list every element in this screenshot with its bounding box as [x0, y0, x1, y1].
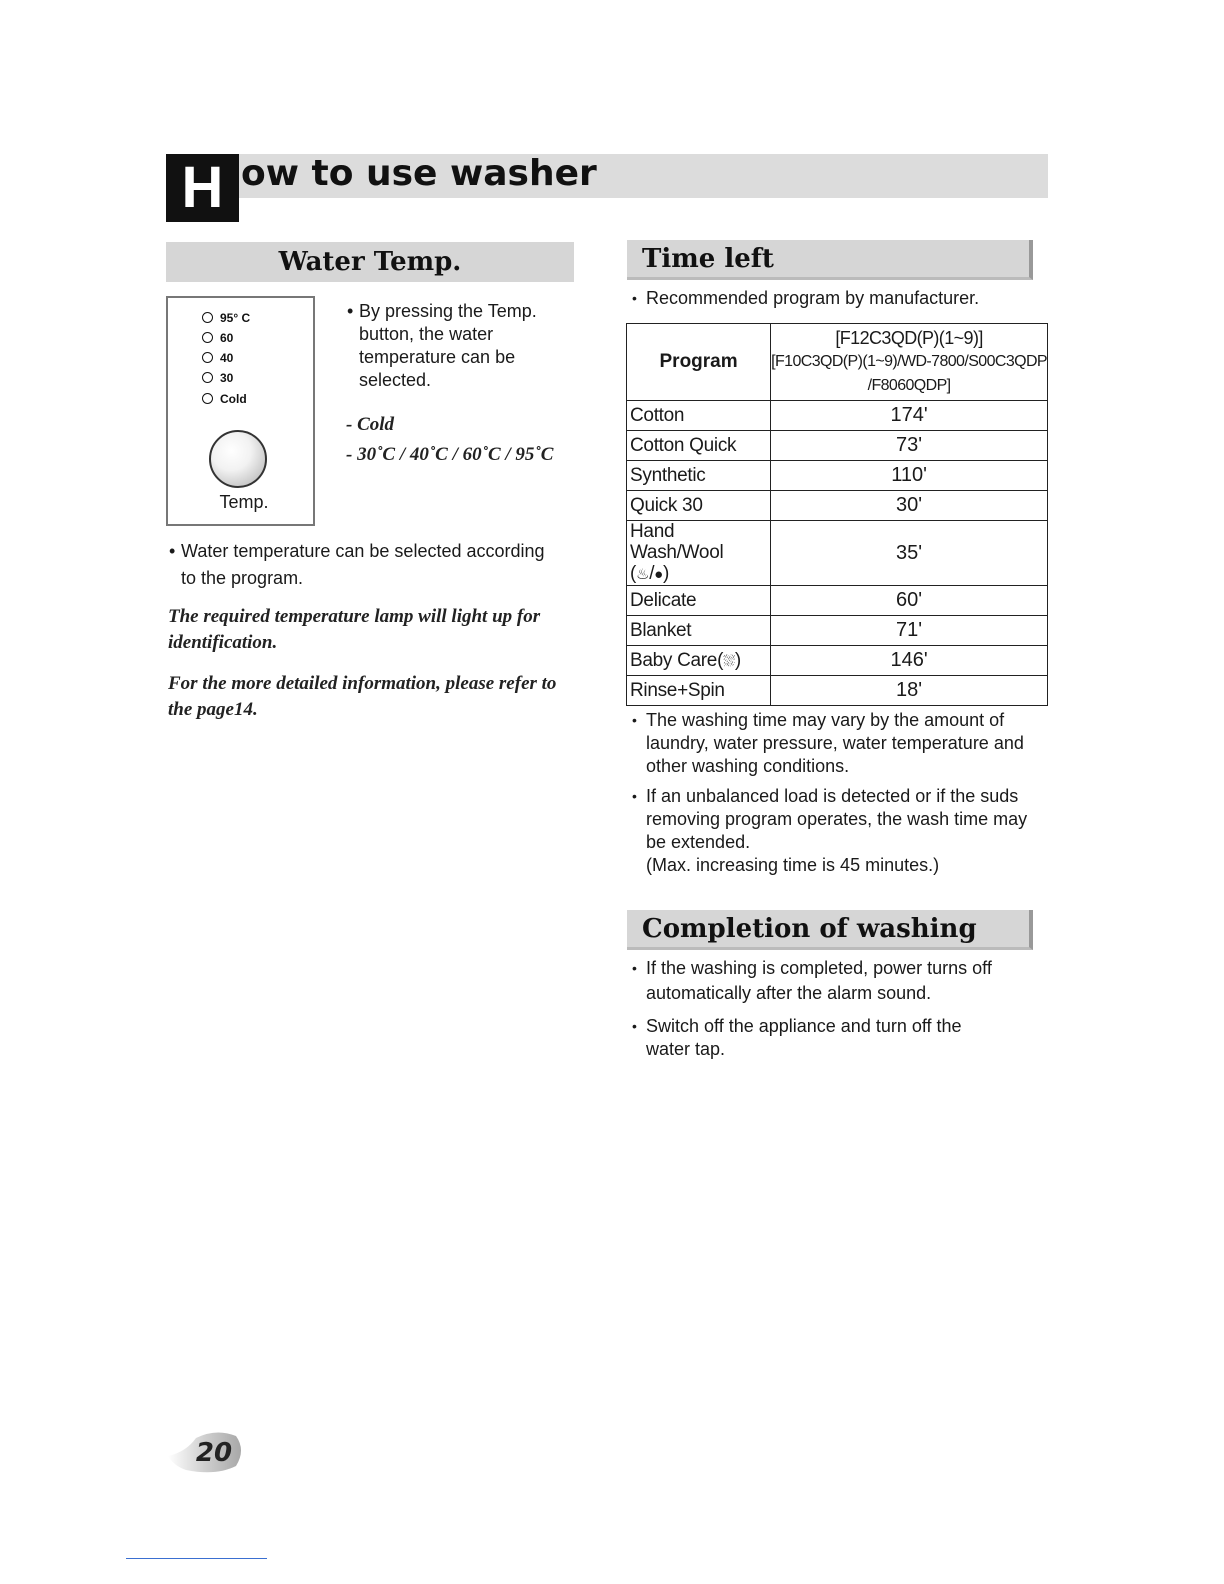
water-temp-note-1 — [168, 604, 578, 656]
text-line: automatically after the alarm sound. — [646, 983, 932, 1003]
table-row — [627, 646, 1048, 676]
lamp-icon — [202, 372, 213, 383]
program-time-table — [626, 323, 1048, 706]
header-initial-letter: H — [166, 154, 239, 222]
table-row — [627, 676, 1048, 706]
section-title-water-temp: Water Temp. — [166, 242, 574, 282]
temp-option-degrees-text: - 30˚C / 40˚C / 60˚C / 95˚C — [346, 444, 554, 465]
water-temp-note-2 — [168, 671, 578, 723]
program-time: 73' — [771, 431, 1048, 461]
hand-wash-icon: ♨ — [636, 566, 650, 583]
time-left-note-2: • If an unbalanced load is detected or if the suds removing program operates, the wash time may be extended. (Max. increasing time is 45 minutes.) — [632, 785, 1047, 877]
program-name: Quick 30 — [627, 491, 771, 521]
table-header-models — [771, 324, 1048, 401]
bottom-divider — [126, 1558, 267, 1559]
text-line: water tap. — [646, 1039, 726, 1059]
temp-knob-icon — [209, 430, 267, 488]
text-line: laundry, water pressure, water temperature and — [646, 733, 1024, 753]
temp-option-cold-text: - Cold — [346, 414, 395, 435]
temp-option-label: 95° C — [220, 311, 251, 325]
program-name: Blanket — [627, 616, 771, 646]
program-time: 110' — [771, 461, 1048, 491]
text-line: other washing conditions. — [646, 756, 850, 776]
text-line: the page14. — [168, 699, 258, 720]
lamp-icon — [202, 332, 213, 343]
program-icons: (♨/●) — [630, 563, 669, 584]
model-line: /F8060QDP] — [867, 377, 951, 394]
table-row — [627, 461, 1048, 491]
table-row — [627, 491, 1048, 521]
temp-knob-label: Temp. — [219, 492, 269, 512]
temp-option-label: 40 — [220, 351, 234, 365]
program-name: Delicate — [627, 586, 771, 616]
program-name: Cotton Quick — [627, 431, 771, 461]
program-time: 60' — [771, 586, 1048, 616]
water-temp-bullet-2: • Water temperature can be selected according to the program. — [169, 538, 579, 592]
time-left-intro: • Recommended program by manufacturer. — [632, 288, 980, 308]
completion-note-1: • If the washing is completed, power turns off automatically after the alarm sound. — [632, 956, 1047, 1006]
text-line: The required temperature lamp will light up for — [168, 606, 541, 627]
paren-open: ( — [630, 563, 637, 584]
time-left-note-1: • The washing time may vary by the amount of laundry, water pressure, water temperature and other washing conditions. — [632, 709, 1047, 778]
text-line: removing program operates, the wash time may — [646, 809, 1028, 829]
program-name: Baby Care( — [630, 649, 724, 671]
text-line: If the washing is completed, power turns off — [646, 958, 992, 978]
text-line: to the program. — [181, 568, 304, 588]
temp-option-30 — [202, 369, 233, 387]
section-title-completion: Completion of washing — [627, 910, 1033, 950]
temp-option-label: Cold — [220, 392, 247, 406]
model-line: [F10C3QD(P)(1~9)/WD-7800/S00C3QDP — [771, 353, 1047, 370]
program-time: 35' — [771, 521, 1048, 586]
program-name: Hand Wash/Wool — [630, 521, 724, 563]
temp-option-40 — [202, 349, 233, 367]
page-title: ow to use washer — [241, 153, 597, 194]
text-line: By pressing the Temp. — [359, 301, 537, 321]
program-name: Rinse+Spin — [627, 676, 771, 706]
text-line: Recommended program by manufacturer. — [646, 288, 980, 308]
text-line: Switch off the appliance and turn off the — [646, 1016, 962, 1036]
text-line: temperature can be — [359, 347, 516, 367]
text-line: If an unbalanced load is detected or if the suds — [646, 786, 1019, 806]
table-header-program: Program — [627, 324, 771, 401]
paren-close: ) — [734, 649, 741, 671]
table-row — [627, 401, 1048, 431]
program-name-baby-care — [627, 646, 771, 676]
text-line: identification. — [168, 632, 278, 653]
temp-option-cold — [202, 390, 247, 408]
program-time: 18' — [771, 676, 1048, 706]
table-row — [627, 431, 1048, 461]
text-line: For the more detailed information, please refer to — [168, 673, 557, 694]
completion-note-2: • Switch off the appliance and turn off the water tap. — [632, 1015, 1047, 1061]
program-name: Synthetic — [627, 461, 771, 491]
lamp-icon — [202, 312, 213, 323]
baby-shirt-icon: ⛆ — [723, 652, 735, 670]
model-line: [F12C3QD(P)(1~9)] — [835, 328, 983, 348]
table-row — [627, 616, 1048, 646]
program-time: 146' — [771, 646, 1048, 676]
table-row — [627, 586, 1048, 616]
temp-option-label: 60 — [220, 331, 234, 345]
text-line: The washing time may vary by the amount of — [646, 710, 1005, 730]
temp-option-60 — [202, 329, 233, 347]
text-line: selected. — [359, 370, 432, 390]
program-time: 71' — [771, 616, 1048, 646]
program-time: 30' — [771, 491, 1048, 521]
program-name: Cotton — [627, 401, 771, 431]
text-line: (Max. increasing time is 45 minutes.) — [646, 855, 940, 875]
water-temp-bullet-1: • By pressing the Temp. button, the water temperature can be selected. — [347, 300, 577, 392]
section-title-time-left: Time left — [627, 240, 1033, 280]
temp-option-95 — [202, 309, 250, 327]
table-header-row — [627, 324, 1048, 401]
page-number: 20 — [195, 1438, 233, 1468]
wool-icon: ● — [654, 566, 663, 583]
text-line: button, the water — [359, 324, 494, 344]
program-time: 174' — [771, 401, 1048, 431]
temp-options-list — [346, 410, 576, 470]
lamp-icon — [202, 393, 213, 404]
temp-option-label: 30 — [220, 371, 234, 385]
table-row — [627, 521, 1048, 586]
lamp-icon — [202, 352, 213, 363]
program-name-hand-wash — [627, 521, 771, 586]
text-line: be extended. — [646, 832, 751, 852]
paren-close: ) — [662, 563, 669, 584]
text-line: Water temperature can be selected according — [181, 541, 545, 561]
